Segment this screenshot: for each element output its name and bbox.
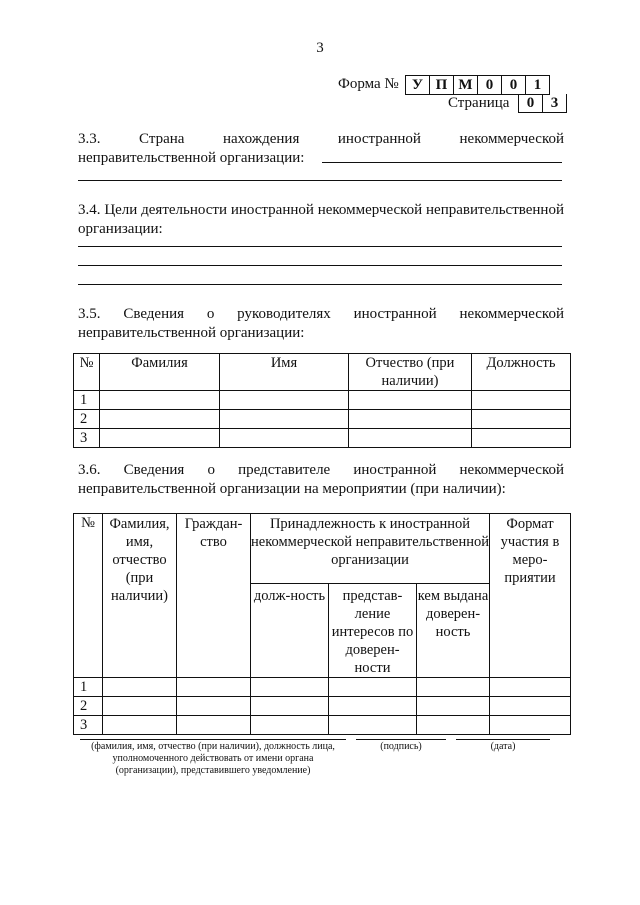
table-cell[interactable] bbox=[177, 678, 251, 697]
leaders-col-patronymic: Отчество (при наличии) bbox=[349, 354, 472, 391]
section-3-5-line2: неправительственной организации: bbox=[78, 325, 305, 341]
sign-line[interactable] bbox=[356, 739, 446, 740]
table-cell[interactable] bbox=[220, 410, 349, 429]
table-cell[interactable] bbox=[251, 678, 329, 697]
table-cell[interactable] bbox=[349, 429, 472, 448]
table-cell[interactable] bbox=[100, 429, 220, 448]
table-cell[interactable] bbox=[177, 716, 251, 735]
table-cell[interactable] bbox=[177, 697, 251, 716]
rep-col-fio: Фамилия, имя, отчество (при наличии) bbox=[103, 514, 177, 678]
rep-col-format: Формат участия в меро-приятии bbox=[490, 514, 571, 678]
section-3-3-line1: 3.3. Страна нахождения иностранной некоммерческой bbox=[78, 131, 564, 147]
page-code-boxes bbox=[518, 94, 567, 113]
table-cell[interactable] bbox=[220, 391, 349, 410]
table-cell[interactable] bbox=[490, 697, 571, 716]
rep-sub-representation: представ-ление интересов по доверен-ности bbox=[329, 584, 417, 678]
page-label: Страница bbox=[448, 95, 510, 111]
form-code-cell: 0 bbox=[501, 76, 525, 94]
table-cell[interactable] bbox=[472, 429, 571, 448]
leaders-col-name: Имя bbox=[220, 354, 349, 391]
table-cell[interactable] bbox=[251, 716, 329, 735]
table-cell[interactable] bbox=[103, 697, 177, 716]
leaders-col-surname: Фамилия bbox=[100, 354, 220, 391]
row-number: 2 bbox=[74, 697, 103, 716]
date-line[interactable] bbox=[456, 739, 550, 740]
leaders-table bbox=[73, 353, 571, 448]
rep-sub-position: долж-ность bbox=[251, 584, 329, 678]
country-input-line[interactable] bbox=[322, 162, 562, 163]
table-cell[interactable] bbox=[472, 391, 571, 410]
section-3-6-line2: неправительственной организации на мероприятии (при наличии): bbox=[78, 481, 506, 497]
table-cell[interactable] bbox=[329, 678, 417, 697]
section-3-5-line1: 3.5. Сведения о руководителях иностранной некоммерческой bbox=[78, 306, 564, 322]
goals-input-line[interactable] bbox=[78, 284, 562, 285]
representative-table bbox=[73, 513, 571, 735]
section-3-4-line1: 3.4. Цели деятельности иностранной некоммерческой неправительственной bbox=[78, 202, 564, 218]
table-cell[interactable] bbox=[100, 410, 220, 429]
rep-col-citizenship: Граждан-ство bbox=[177, 514, 251, 678]
table-cell[interactable] bbox=[329, 716, 417, 735]
leaders-col-num: № bbox=[74, 354, 100, 391]
table-cell[interactable] bbox=[251, 697, 329, 716]
form-code-cell: У bbox=[411, 77, 423, 93]
table-cell[interactable] bbox=[103, 678, 177, 697]
goals-input-line[interactable] bbox=[78, 265, 562, 266]
country-input-line-2[interactable] bbox=[78, 180, 562, 181]
fio-caption: (фамилия, имя, отчество (при наличии), должность лица, уполномоченного действовать от имени органа (организации), представившего уведомление) bbox=[91, 741, 335, 776]
rep-col-affiliation: Принадлежность к иностранной некоммерческой неправительственной организации bbox=[251, 514, 490, 584]
row-number: 1 bbox=[74, 678, 103, 697]
table-cell[interactable] bbox=[103, 716, 177, 735]
rep-col-num: № bbox=[74, 514, 103, 678]
table-cell[interactable] bbox=[349, 410, 472, 429]
table-cell[interactable] bbox=[329, 697, 417, 716]
section-3-3-line2: неправительственной организации: bbox=[78, 150, 305, 166]
table-cell[interactable] bbox=[472, 410, 571, 429]
row-number: 2 bbox=[74, 410, 100, 429]
page-number: 3 bbox=[316, 40, 324, 56]
row-number: 3 bbox=[74, 429, 100, 448]
table-cell[interactable] bbox=[417, 716, 490, 735]
page-code-cell: 3 bbox=[542, 94, 566, 112]
table-cell[interactable] bbox=[349, 391, 472, 410]
table-cell[interactable] bbox=[220, 429, 349, 448]
rep-sub-issued-by: кем выдана доверен-ность bbox=[417, 584, 490, 678]
row-number: 1 bbox=[74, 391, 100, 410]
table-cell[interactable] bbox=[490, 716, 571, 735]
goals-input-line[interactable] bbox=[78, 246, 562, 247]
form-code-cell: 0 bbox=[477, 76, 501, 94]
form-code-cell: 1 bbox=[525, 76, 549, 94]
form-code-boxes bbox=[405, 75, 550, 95]
leaders-col-position: Должность bbox=[472, 354, 571, 391]
fio-signature-line[interactable] bbox=[80, 739, 346, 740]
page-code-cell: 0 bbox=[526, 95, 535, 111]
date-caption: (дата) bbox=[490, 741, 516, 752]
form-code-cell: П bbox=[429, 76, 453, 94]
table-cell[interactable] bbox=[100, 391, 220, 410]
table-cell[interactable] bbox=[417, 678, 490, 697]
section-3-6-line1: 3.6. Сведения о представителе иностранной некоммерческой bbox=[78, 462, 564, 478]
form-code-cell: М bbox=[453, 76, 477, 94]
form-number-label: Форма № bbox=[338, 76, 399, 92]
section-3-4-line2: организации: bbox=[78, 221, 163, 237]
table-cell[interactable] bbox=[417, 697, 490, 716]
table-cell[interactable] bbox=[490, 678, 571, 697]
sign-caption: (подпись) bbox=[380, 741, 422, 752]
row-number: 3 bbox=[74, 716, 103, 735]
